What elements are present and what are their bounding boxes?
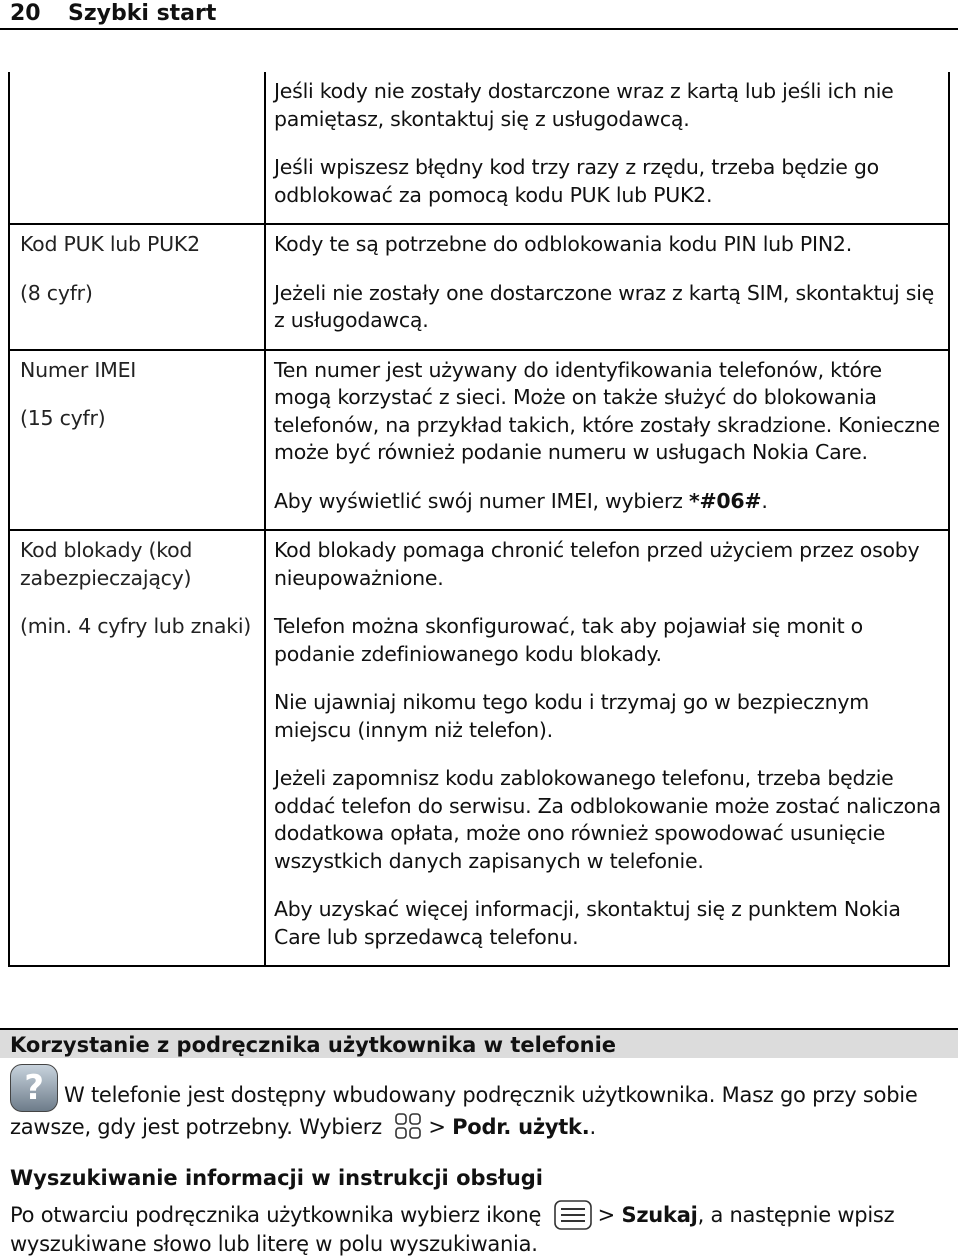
search-text-after: , a następnie wpisz wyszukiwane słowo lub literę w polu wyszukiwania. (10, 1203, 895, 1256)
code-description-cell (265, 224, 949, 350)
description-paragraph: Ten numer jest używany do identyfikowania telefonów, które mogą korzystać z sieci. Może on także służyć do blokowania telefonów, na przykład takich, które zostały skradzione. Konieczne może być również podanie numeru w usługach Nokia Care. (274, 357, 940, 464)
code-name-cell (9, 224, 265, 350)
description-paragraph: Telefon można skonfigurować, tak aby pojawiał się monit o podanie zdefiniowanego kodu blokady. (274, 614, 863, 666)
help-icon: ? (10, 1064, 58, 1112)
subsection-heading: Wyszukiwanie informacji w instrukcji obsługi (10, 1166, 543, 1190)
page-header (0, 0, 958, 30)
menu-path-separator: > (428, 1115, 446, 1139)
code-name-cell (9, 72, 265, 224)
description-paragraph: Nie ujawniaj nikomu tego kodu i trzymaj go w bezpiecznym miejscu (innym niż telefon). (274, 690, 869, 742)
intro-text: W telefonie jest dostępny wbudowany podręcznik użytkownika. Masz go przy sobie zawsze, gdy jest potrzebny. Wybierz (10, 1083, 918, 1139)
search-text-before: Po otwarciu podręcznika użytkownika wybierz ikonę (10, 1203, 542, 1227)
code-length: (8 cyfr) (20, 280, 93, 305)
code-name-cell (9, 530, 265, 966)
table-row (9, 72, 949, 224)
description-paragraph: Jeżeli zapomnisz kodu zablokowanego telefonu, trzeba będzie oddać telefon do serwisu. Za odblokowanie może zostać naliczona dodatkowa opłata, może ono również spowodować usunięcie wszystkich danych zapisanych w telefonie. (274, 766, 941, 873)
table-row (9, 350, 949, 531)
code-length: (min. 4 cyfry lub znaki) (20, 614, 252, 638)
menu-grid-icon (394, 1112, 422, 1140)
user-guide-intro (10, 1064, 950, 1143)
access-codes-table (8, 72, 950, 967)
code-name: Kod blokady (kod zabezpieczający) (20, 538, 193, 590)
page-number: 20 (10, 1, 41, 26)
code-name-cell (9, 350, 265, 531)
description-paragraph: Kod blokady pomaga chronić telefon przed użyciem przez osoby nieupoważnione. (274, 538, 920, 590)
chapter-title: Szybki start (68, 1, 217, 26)
description-paragraph: Aby uzyskać więcej informacji, skontaktuj się z punktem Nokia Care lub sprzedawcą telefonu. (274, 897, 901, 949)
imei-instruction-end: . (761, 488, 768, 513)
imei-code: *#06# (688, 488, 762, 513)
code-description-cell (265, 530, 949, 966)
code-description-cell (265, 350, 949, 531)
description-paragraph: Kody te są potrzebne do odblokowania kodu PIN lub PIN2. (274, 232, 852, 256)
description-paragraph: Jeśli kody nie zostały dostarczone wraz z kartą lub jeśli ich nie pamiętasz, skontaktuj się z usługodawcą. (274, 79, 894, 131)
description-paragraph: Jeżeli nie zostały one dostarczone wraz z kartą SIM, skontaktuj się z usługodawcą. (274, 280, 935, 332)
code-description-cell (265, 72, 949, 224)
search-options-icon (554, 1200, 592, 1230)
imei-instruction (274, 488, 944, 516)
code-length: (15 cyfr) (20, 406, 106, 430)
search-path-separator: > (597, 1203, 616, 1227)
menu-path-item: Podr. użytk. (452, 1115, 590, 1139)
table-row (9, 224, 949, 350)
search-instructions (10, 1200, 950, 1258)
imei-instruction-text: Aby wyświetlić swój numer IMEI, wybierz (274, 488, 689, 513)
table-row (9, 530, 949, 966)
code-name: Numer IMEI (20, 357, 137, 382)
menu-path-end: . (589, 1115, 596, 1139)
search-label: Szukaj (621, 1203, 698, 1227)
code-name: Kod PUK lub PUK2 (20, 232, 200, 256)
description-paragraph: Jeśli wpiszesz błędny kod trzy razy z rzędu, trzeba będzie go odblokować za pomocą kodu PUK lub PUK2. (274, 155, 879, 207)
section-heading: Korzystanie z podręcznika użytkownika w telefonie (0, 1028, 958, 1058)
